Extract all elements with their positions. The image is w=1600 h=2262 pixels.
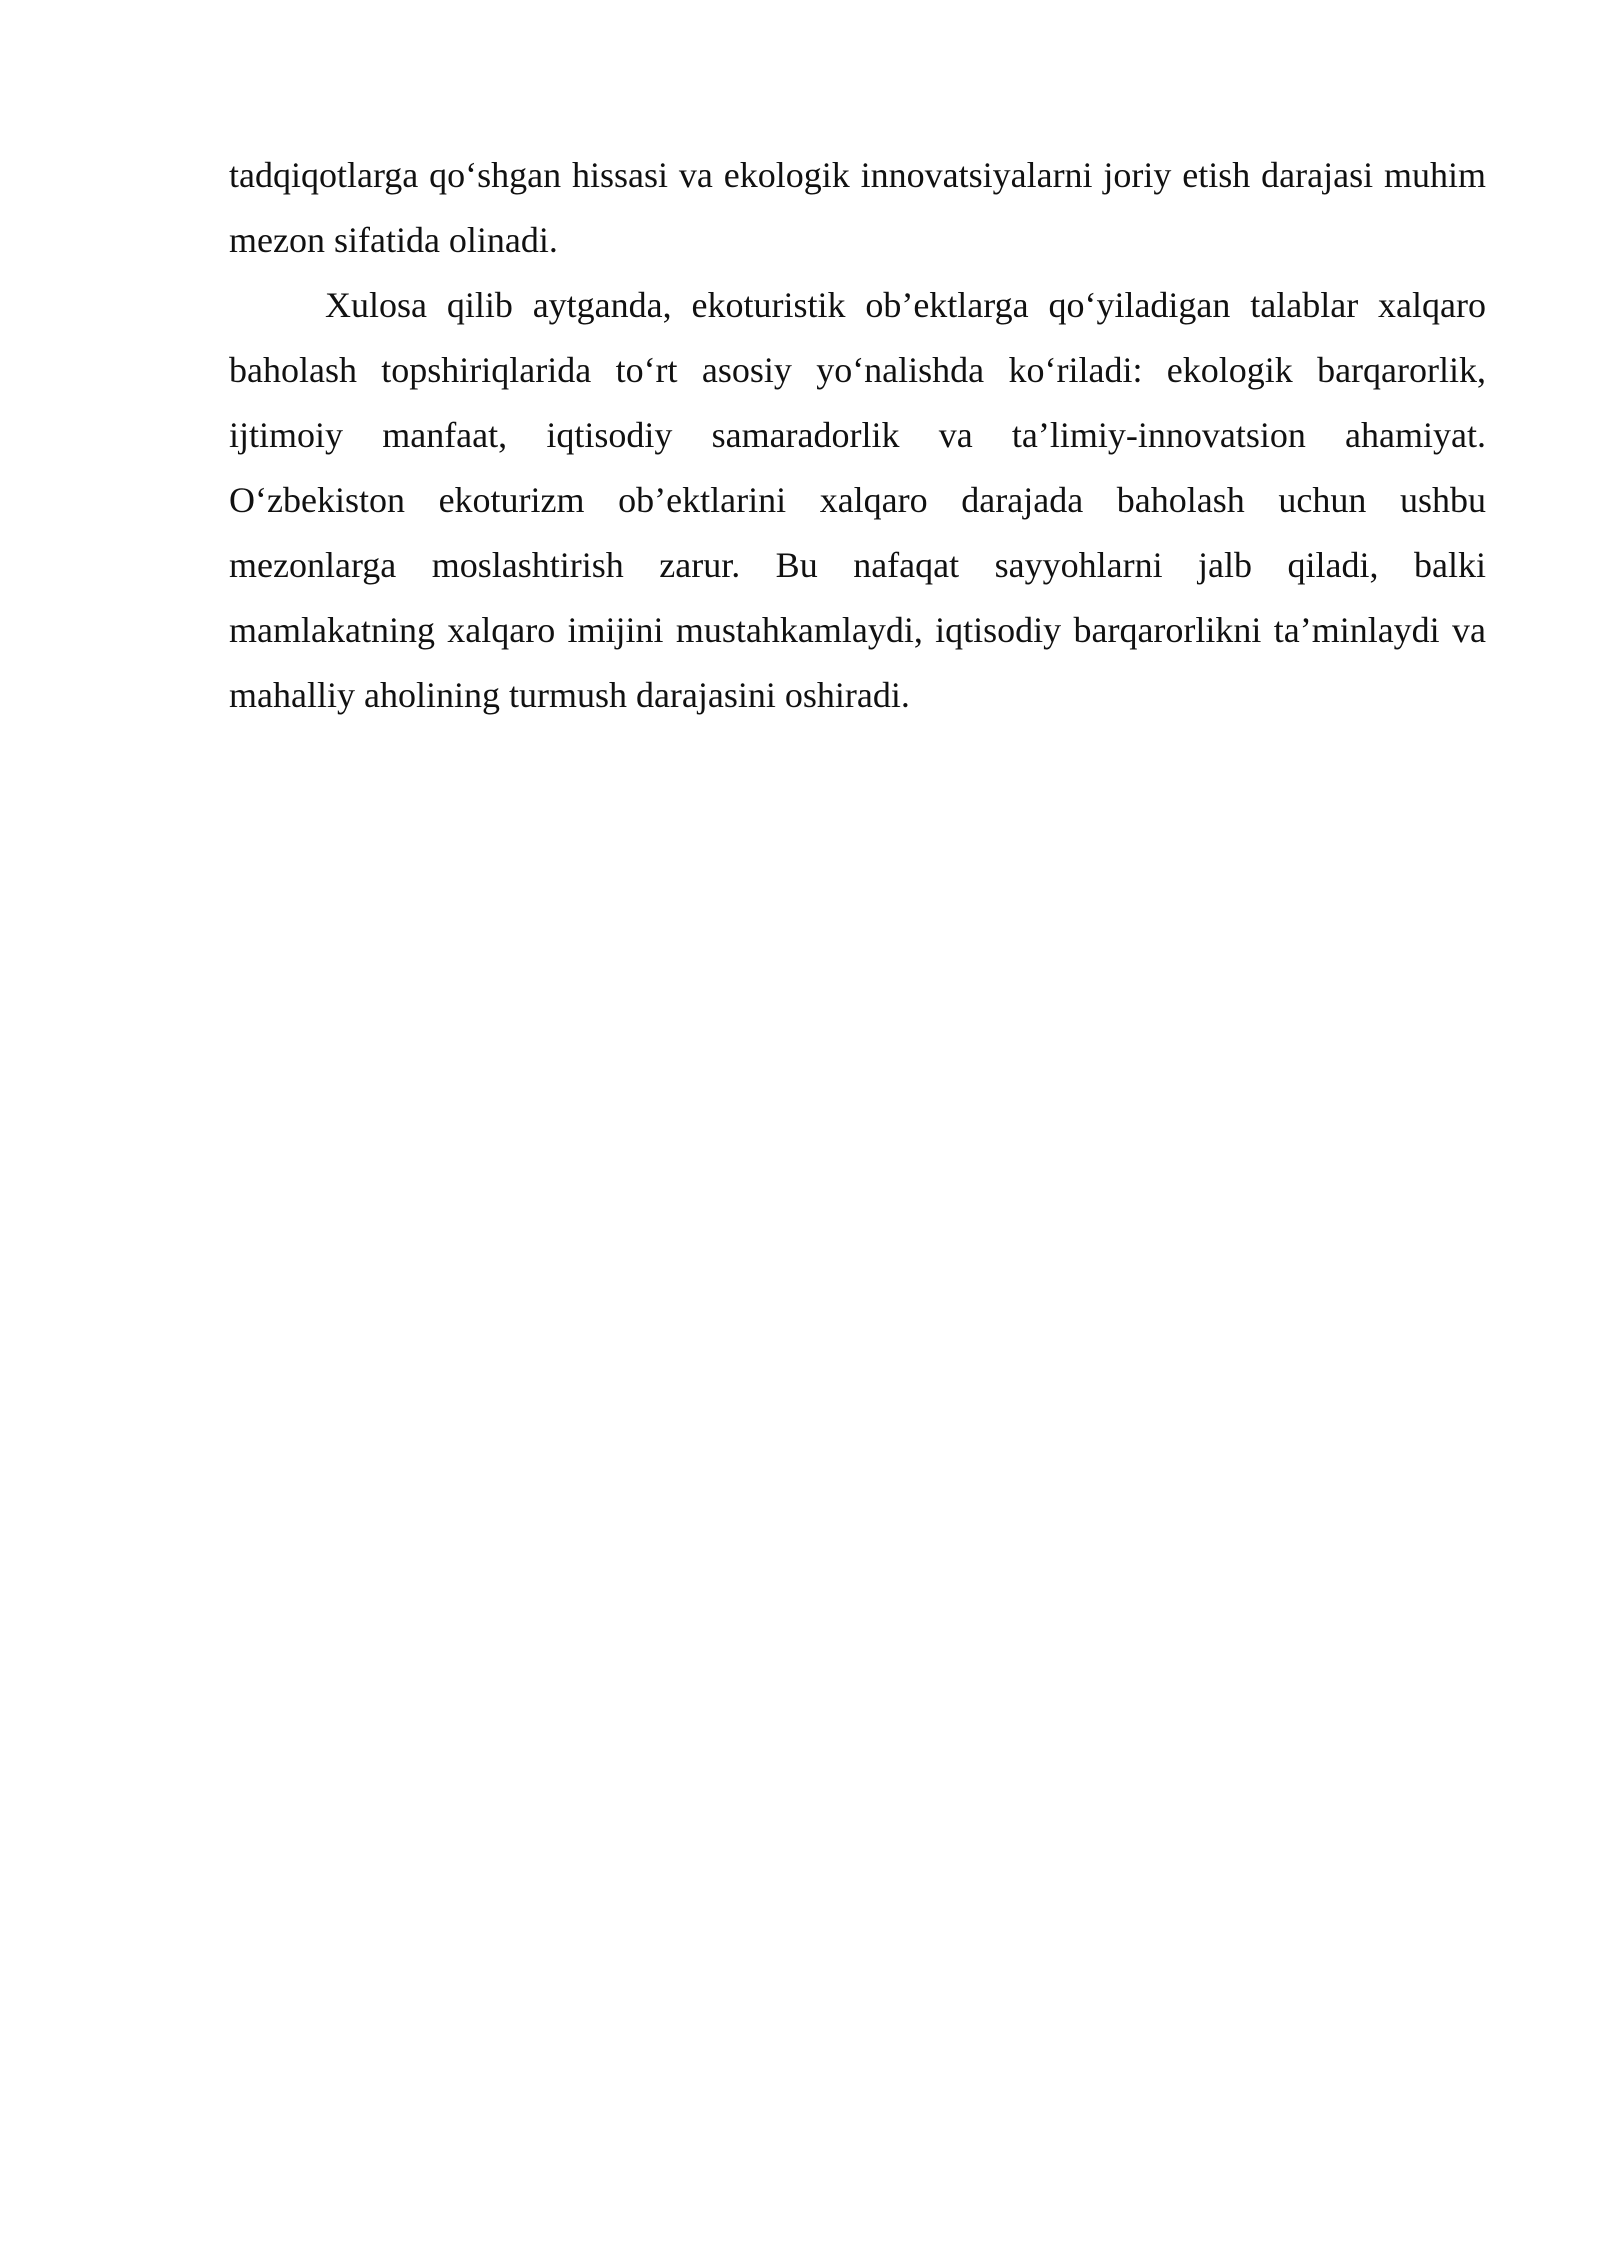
body-text	[229, 143, 1486, 728]
paragraph-continuation: tadqiqotlarga qo‘shgan hissasi va ekologik innovatsiyalarni joriy etish darajasi muhim mezon sifatida olinadi.	[229, 155, 1486, 260]
paragraph-conclusion: Xulosa qilib aytganda, ekoturistik ob’ektlarga qo‘yiladigan talablar xalqaro baholash topshiriqlarida to‘rt asosiy yo‘nalishda ko‘riladi: ekologik barqarorlik, ijtimoiy manfaat, iqtisodiy samaradorlik va ta’limiy-innovatsion ahamiyat. O‘zbekiston ekoturizm ob’ektlarini xalqaro darajada baholash uchun ushbu mezonlarga moslashtirish zarur. Bu nafaqat sayyohlarni jalb qiladi, balki mamlakatning xalqaro imijini mustahkamlaydi, iqtisodiy barqarorlikni ta’minlaydi va mahalliy aholining turmush darajasini oshiradi.	[229, 285, 1486, 715]
